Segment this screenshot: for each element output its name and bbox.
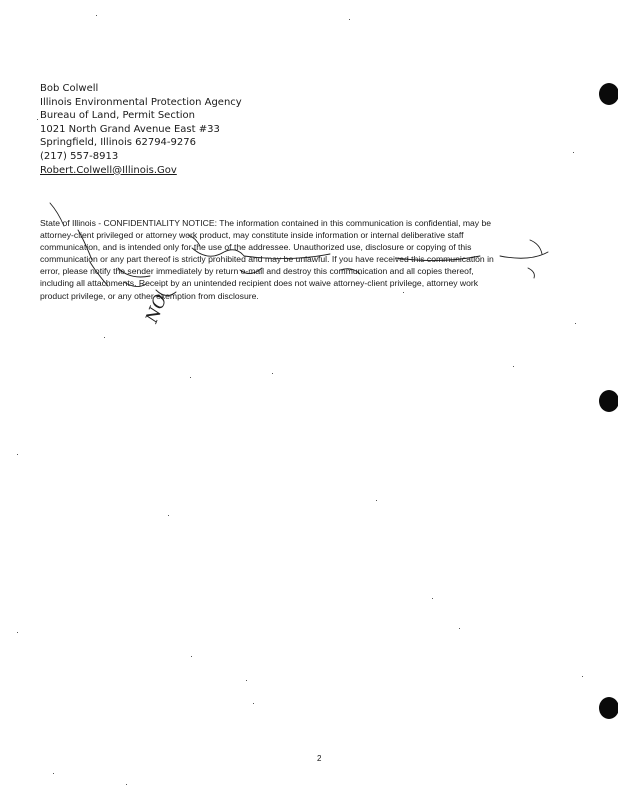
scan-speck <box>432 598 433 599</box>
scan-speck <box>53 773 54 774</box>
email-signature-block <box>40 82 242 177</box>
scan-speck <box>376 500 377 501</box>
confidentiality-notice <box>40 217 596 302</box>
scan-speck <box>17 632 18 633</box>
sender-city: Springfield, Illinois 62794-9276 <box>40 137 196 149</box>
scan-speck <box>246 680 247 681</box>
scan-speck <box>17 454 18 455</box>
sender-street: 1021 North Grand Avenue East #33 <box>40 123 220 135</box>
scan-speck <box>126 784 127 785</box>
scan-speck <box>575 323 576 324</box>
punch-hole <box>599 83 618 105</box>
notice-line: error, please notify the sender immediately by return e-mail and destroy this communication and all copies thereof, <box>40 266 474 277</box>
scan-speck <box>104 337 105 338</box>
punch-hole <box>599 697 618 719</box>
notice-line: attorney-client privileged or attorney work product, may constitute inside information or internal deliberative staff <box>40 230 464 241</box>
scan-speck <box>573 152 574 153</box>
sender-name: Bob Colwell <box>40 83 99 94</box>
scan-speck <box>513 366 514 367</box>
notice-line: product privilege, or any other exemption from disclosure. <box>40 290 259 301</box>
punch-hole <box>599 390 618 412</box>
scan-speck <box>190 377 191 378</box>
scan-speck <box>272 373 273 374</box>
notice-line: communication or any part thereof is strictly prohibited and may be unlawful. If you have received this communication in <box>40 254 494 265</box>
scan-speck <box>582 676 583 677</box>
scan-speck <box>191 656 192 657</box>
sender-section: Bureau of Land, Permit Section <box>40 110 195 122</box>
scan-speck <box>349 19 350 20</box>
handwritten-initials: NO <box>142 291 172 326</box>
sender-phone: (217) 557-8913 <box>40 150 119 162</box>
scan-speck <box>253 703 254 704</box>
scan-speck <box>96 15 97 16</box>
sender-agency: Illinois Environmental Protection Agency <box>40 96 242 108</box>
scan-speck <box>403 292 404 293</box>
scan-speck <box>459 628 460 629</box>
notice-line: communication, and is intended only for the use of the addressee. Unauthorized use, disclosure or copying of this <box>40 242 472 253</box>
sender-email-link[interactable]: Robert.Colwell@Illinois.Gov <box>40 164 177 176</box>
page-number: 2 <box>317 754 322 763</box>
scan-speck <box>37 119 38 120</box>
notice-line: State of Illinois - CONFIDENTIALITY NOTICE: The information contained in this communication is confidential, may be <box>40 218 492 228</box>
notice-line: including all attachments. Receipt by an unintended recipient does not waive attorney-client privilege, attorney work <box>40 278 479 289</box>
scan-speck <box>168 515 169 516</box>
